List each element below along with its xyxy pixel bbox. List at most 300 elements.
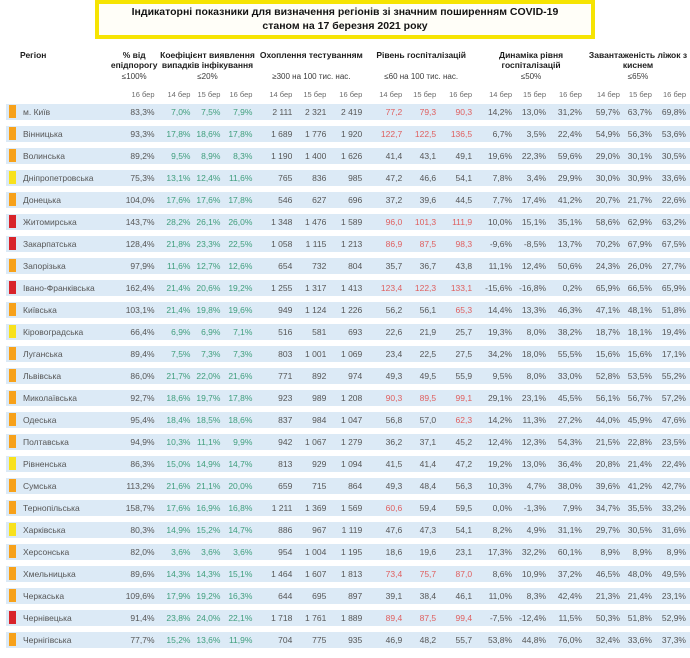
cell-dyn: 7,9% (550, 500, 586, 522)
region-name: Миколаївська (23, 393, 77, 404)
region-name: Житомирська (23, 217, 77, 228)
cell-beds: 59,7% (586, 104, 624, 126)
cell-detect: 28,2% (159, 214, 195, 236)
region-name: Полтавська (23, 437, 69, 448)
cell-beds: 18,1% (624, 324, 656, 346)
table-row (6, 148, 690, 170)
cell-region (6, 412, 110, 434)
cell-detect: 21,8% (159, 236, 195, 258)
cell-hosp: 18,6 (366, 544, 406, 566)
cell-test: 627 (296, 192, 330, 214)
cell-detect: 21,6% (159, 478, 195, 500)
risk-level-marker-yellow (9, 457, 16, 470)
cell-test: 696 (330, 192, 366, 214)
cell-beds: 21,3% (586, 588, 624, 610)
cell-dyn: 13,7% (550, 236, 586, 258)
threshold-detection: ≤20% (159, 71, 257, 82)
cell-detect: 6,9% (194, 324, 224, 346)
threshold-dynamics: ≤50% (476, 71, 586, 82)
table-row (6, 456, 690, 478)
cell-dyn: 8,2% (476, 522, 516, 544)
cell-region (6, 368, 110, 390)
cell-dyn: 11,1% (476, 258, 516, 280)
cell-dyn: 8,6% (476, 566, 516, 588)
cell-beds: 45,9% (624, 412, 656, 434)
cell-test: 1 211 (256, 500, 296, 522)
cell-detect: 15,2% (159, 632, 195, 654)
region-name: Одеська (23, 415, 57, 426)
cell-test: 892 (296, 368, 330, 390)
cell-detect: 12,6% (224, 258, 256, 280)
cell-dyn: 29,9% (550, 170, 586, 192)
cell-beds: 34,7% (586, 500, 624, 522)
cell-beds: 22,8% (624, 434, 656, 456)
cell-beds: 67,9% (624, 236, 656, 258)
cell-epid: 89,6% (110, 566, 159, 588)
cell-test: 1 119 (330, 522, 366, 544)
table-row (6, 192, 690, 214)
cell-dyn: 18,0% (516, 346, 550, 368)
cell-hosp: 122,7 (366, 126, 406, 148)
cell-hosp: 79,3 (406, 104, 440, 126)
cell-dyn: 19,3% (476, 324, 516, 346)
col-header-hospitalization-level: Рівень госпіталізацій (366, 48, 476, 70)
cell-hosp: 23,4 (366, 346, 406, 368)
cell-test: 836 (296, 170, 330, 192)
cell-detect: 26,0% (224, 214, 256, 236)
region-name: Закарпатська (23, 239, 77, 250)
table-row (6, 610, 690, 632)
cell-dyn: 14,2% (476, 412, 516, 434)
cell-dyn: -16,8% (516, 280, 550, 302)
cell-beds: 37,3% (656, 632, 690, 654)
date-cell: 15 бер (516, 81, 550, 104)
cell-hosp: 111,9 (440, 214, 476, 236)
report-title-line2: станом на 17 березня 2021 року (262, 19, 428, 32)
cell-test: 1 190 (256, 148, 296, 170)
cell-test: 1 279 (330, 434, 366, 456)
cell-region (6, 544, 110, 566)
cell-hosp: 39,1 (366, 588, 406, 610)
cell-test: 1 813 (330, 566, 366, 588)
cell-test: 732 (296, 258, 330, 280)
cell-detect: 20,0% (224, 478, 256, 500)
cell-epid: 103,1% (110, 302, 159, 324)
cell-test: 546 (256, 192, 296, 214)
risk-level-marker-yellow (9, 171, 16, 184)
cell-test: 984 (296, 412, 330, 434)
cell-epid: 113,2% (110, 478, 159, 500)
cell-hosp: 89,5 (406, 390, 440, 412)
cell-epid: 162,4% (110, 280, 159, 302)
cell-detect: 7,3% (224, 346, 256, 368)
cell-test: 1 094 (330, 456, 366, 478)
risk-level-marker-orange (9, 127, 16, 140)
risk-level-marker-red (9, 611, 16, 624)
date-cell: 16 бер (550, 81, 586, 104)
date-cell: 14 бер (476, 81, 516, 104)
cell-test: 1 476 (296, 214, 330, 236)
cell-epid: 97,9% (110, 258, 159, 280)
cell-hosp: 59,4 (406, 500, 440, 522)
cell-beds: 30,1% (624, 148, 656, 170)
cell-hosp: 37,2 (366, 192, 406, 214)
risk-level-marker-orange (9, 149, 16, 162)
cell-dyn: 11,3% (516, 412, 550, 434)
cell-test: 949 (256, 302, 296, 324)
region-name: Сумська (23, 481, 57, 492)
cell-dyn: -9,6% (476, 236, 516, 258)
report-title (95, 0, 595, 39)
cell-test: 1 226 (330, 302, 366, 324)
cell-test: 1 689 (256, 126, 296, 148)
region-name: Чернівецька (23, 613, 72, 624)
region-name: Харківська (23, 525, 66, 536)
cell-test: 989 (296, 390, 330, 412)
cell-epid: 94,9% (110, 434, 159, 456)
cell-dyn: -12,4% (516, 610, 550, 632)
cell-hosp: 27,5 (440, 346, 476, 368)
cell-beds: 54,9% (586, 126, 624, 148)
cell-beds: 56,1% (586, 390, 624, 412)
cell-beds: 46,5% (586, 566, 624, 588)
cell-detect: 14,3% (159, 566, 195, 588)
cell-region (6, 500, 110, 522)
cell-region (6, 258, 110, 280)
risk-level-marker-orange (9, 193, 16, 206)
cell-dyn: -7,5% (476, 610, 516, 632)
cell-hosp: 62,3 (440, 412, 476, 434)
cell-hosp: 23,1 (440, 544, 476, 566)
cell-beds: 24,3% (586, 258, 624, 280)
cell-hosp: 38,4 (406, 588, 440, 610)
col-header-detection-rate: Коефіцієнт виявлення випадків інфікування (160, 50, 255, 71)
cell-dyn: 3,4% (516, 170, 550, 192)
cell-hosp: 56,8 (366, 412, 406, 434)
cell-region (6, 192, 110, 214)
cell-beds: 67,5% (656, 236, 690, 258)
report-title-line1: Індикаторні показники для визначення регіонів зі значним поширенням COVID-19 (131, 6, 559, 18)
cell-test: 864 (330, 478, 366, 500)
cell-detect: 3,6% (224, 544, 256, 566)
cell-beds: 58,6% (586, 214, 624, 236)
region-name: Волинська (23, 151, 65, 162)
cell-test: 1 067 (296, 434, 330, 456)
cell-detect: 11,6% (224, 170, 256, 192)
cell-test: 1 413 (330, 280, 366, 302)
cell-region (6, 566, 110, 588)
cell-detect: 7,5% (194, 104, 224, 126)
cell-dyn: 12,4% (476, 434, 516, 456)
cell-region (6, 324, 110, 346)
cell-dyn: 31,2% (550, 104, 586, 126)
cell-detect: 19,2% (224, 280, 256, 302)
cell-beds: 63,2% (656, 214, 690, 236)
cell-detect: 18,6% (224, 412, 256, 434)
cell-detect: 9,9% (224, 434, 256, 456)
cell-detect: 8,9% (194, 148, 224, 170)
cell-hosp: 47,6 (366, 522, 406, 544)
cell-dyn: 14,2% (476, 104, 516, 126)
threshold-testing: ≥300 на 100 тис. нас. (256, 71, 366, 82)
cell-beds: 65,9% (586, 280, 624, 302)
cell-test: 1 400 (296, 148, 330, 170)
indicators-table (6, 48, 690, 654)
cell-region (6, 126, 110, 148)
cell-beds: 21,7% (624, 192, 656, 214)
cell-dyn: 19,2% (476, 456, 516, 478)
table-row (6, 280, 690, 302)
cell-hosp: 55,7 (440, 632, 476, 654)
cell-test: 516 (256, 324, 296, 346)
cell-hosp: 56,2 (366, 302, 406, 324)
cell-detect: 14,7% (224, 522, 256, 544)
cell-dyn: 14,4% (476, 302, 516, 324)
cell-hosp: 43,1 (406, 148, 440, 170)
cell-test: 1 208 (330, 390, 366, 412)
cell-detect: 3,6% (159, 544, 195, 566)
cell-beds: 33,6% (656, 170, 690, 192)
risk-level-marker-orange (9, 545, 16, 558)
cell-test: 1 718 (256, 610, 296, 632)
cell-region (6, 588, 110, 610)
date-cell: 15 бер (194, 81, 224, 104)
cell-beds: 39,6% (586, 478, 624, 500)
table-body (6, 104, 690, 654)
cell-beds: 52,9% (656, 610, 690, 632)
cell-dyn: 4,9% (516, 522, 550, 544)
cell-dyn: 44,8% (516, 632, 550, 654)
cell-test: 1 058 (256, 236, 296, 258)
cell-hosp: 22,6 (366, 324, 406, 346)
cell-hosp: 59,5 (440, 500, 476, 522)
table-row (6, 544, 690, 566)
cell-hosp: 123,4 (366, 280, 406, 302)
cell-test: 2 419 (330, 104, 366, 126)
date-cell: 14 бер (159, 81, 195, 104)
cell-beds: 29,0% (586, 148, 624, 170)
cell-hosp: 90,3 (366, 390, 406, 412)
cell-detect: 23,8% (159, 610, 195, 632)
cell-detect: 19,8% (194, 302, 224, 324)
cell-detect: 22,5% (224, 236, 256, 258)
cell-detect: 20,6% (194, 280, 224, 302)
cell-hosp: 98,3 (440, 236, 476, 258)
cell-test: 1 607 (296, 566, 330, 588)
cell-beds: 53,5% (624, 368, 656, 390)
cell-dyn: 23,1% (516, 390, 550, 412)
cell-detect: 17,9% (159, 588, 195, 610)
cell-region (6, 610, 110, 632)
cell-detect: 18,5% (194, 412, 224, 434)
region-name: Чернігівська (23, 635, 72, 646)
risk-level-marker-orange (9, 479, 16, 492)
cell-beds: 8,9% (624, 544, 656, 566)
cell-dyn: 17,3% (476, 544, 516, 566)
cell-hosp: 36,2 (366, 434, 406, 456)
cell-beds: 50,3% (586, 610, 624, 632)
cell-detect: 14,3% (194, 566, 224, 588)
cell-beds: 53,6% (656, 126, 690, 148)
cell-epid: 82,0% (110, 544, 159, 566)
cell-beds: 56,7% (624, 390, 656, 412)
cell-test: 803 (256, 346, 296, 368)
date-cell: 15 бер (624, 81, 656, 104)
cell-dyn: 6,7% (476, 126, 516, 148)
cell-dyn: 38,2% (550, 324, 586, 346)
cell-dyn: 60,1% (550, 544, 586, 566)
cell-dyn: 42,4% (550, 588, 586, 610)
cell-hosp: 19,6 (406, 544, 440, 566)
cell-detect: 21,6% (224, 368, 256, 390)
cell-dyn: 8,3% (516, 588, 550, 610)
cell-beds: 48,1% (624, 302, 656, 324)
cell-beds: 66,5% (624, 280, 656, 302)
col-header-epid-threshold-pct: % від епідпорогу (110, 50, 158, 71)
cell-dyn: 8,0% (516, 368, 550, 390)
cell-dyn: -1,3% (516, 500, 550, 522)
cell-dyn: -8,5% (516, 236, 550, 258)
cell-detect: 17,8% (159, 126, 195, 148)
cell-detect: 17,6% (194, 192, 224, 214)
table-row (6, 500, 690, 522)
cell-dyn: 41,2% (550, 192, 586, 214)
cell-dyn: 54,3% (550, 434, 586, 456)
table-row (6, 434, 690, 456)
cell-detect: 18,4% (159, 412, 195, 434)
risk-level-marker-orange (9, 369, 16, 382)
cell-beds: 8,9% (586, 544, 624, 566)
cell-detect: 11,1% (194, 434, 224, 456)
cell-test: 1 761 (296, 610, 330, 632)
cell-test: 654 (256, 258, 296, 280)
cell-beds: 41,2% (624, 478, 656, 500)
cell-dyn: 10,0% (476, 214, 516, 236)
cell-dyn: 7,8% (476, 170, 516, 192)
cell-test: 1 047 (330, 412, 366, 434)
region-name: м. Київ (23, 107, 51, 118)
date-cell: 16 бер (656, 81, 690, 104)
cell-test: 954 (256, 544, 296, 566)
cell-hosp: 47,2 (440, 456, 476, 478)
cell-detect: 16,9% (194, 500, 224, 522)
cell-beds: 15,6% (624, 346, 656, 368)
cell-detect: 22,1% (224, 610, 256, 632)
cell-hosp: 57,0 (406, 412, 440, 434)
cell-dyn: 46,3% (550, 302, 586, 324)
cell-beds: 51,8% (656, 302, 690, 324)
cell-detect: 22,0% (194, 368, 224, 390)
cell-dyn: 8,0% (516, 324, 550, 346)
region-name: Рівненська (23, 459, 67, 470)
cell-region (6, 478, 110, 500)
cell-hosp: 49,3 (366, 478, 406, 500)
cell-region (6, 632, 110, 654)
cell-detect: 14,9% (159, 522, 195, 544)
region-name: Дніпропетровська (23, 173, 94, 184)
cell-test: 1 115 (296, 236, 330, 258)
cell-dyn: 45,5% (550, 390, 586, 412)
cell-beds: 47,6% (656, 412, 690, 434)
cell-test: 1 213 (330, 236, 366, 258)
risk-level-marker-orange (9, 567, 16, 580)
cell-dyn: 31,1% (550, 522, 586, 544)
cell-test: 1 195 (330, 544, 366, 566)
cell-beds: 20,7% (586, 192, 624, 214)
cell-dyn: 36,4% (550, 456, 586, 478)
table-row (6, 302, 690, 324)
risk-level-marker-orange (9, 105, 16, 118)
cell-beds: 44,0% (586, 412, 624, 434)
cell-beds: 8,9% (656, 544, 690, 566)
cell-beds: 33,2% (656, 500, 690, 522)
cell-test: 929 (296, 456, 330, 478)
header-row-groups (6, 48, 690, 70)
cell-test: 1 920 (330, 126, 366, 148)
cell-test: 804 (330, 258, 366, 280)
cell-dyn: 0,2% (550, 280, 586, 302)
cell-beds: 48,0% (624, 566, 656, 588)
cell-test: 897 (330, 588, 366, 610)
cell-beds: 69,8% (656, 104, 690, 126)
cell-detect: 18,6% (194, 126, 224, 148)
cell-beds: 18,7% (586, 324, 624, 346)
cell-hosp: 136,5 (440, 126, 476, 148)
cell-dyn: 12,3% (516, 434, 550, 456)
cell-dyn: 32,2% (516, 544, 550, 566)
cell-beds: 21,4% (624, 588, 656, 610)
cell-beds: 27,7% (656, 258, 690, 280)
cell-test: 923 (256, 390, 296, 412)
cell-test: 1 626 (330, 148, 366, 170)
cell-test: 693 (330, 324, 366, 346)
cell-beds: 26,0% (624, 258, 656, 280)
table-row (6, 588, 690, 610)
cell-region (6, 390, 110, 412)
cell-hosp: 47,2 (366, 170, 406, 192)
col-header-hospitalization-dynamics: Динаміка рівня госпіталізацій (476, 48, 586, 70)
cell-hosp: 43,8 (440, 258, 476, 280)
cell-epid: 66,4% (110, 324, 159, 346)
cell-dyn: 29,1% (476, 390, 516, 412)
threshold-epid: ≤100% (110, 71, 159, 82)
cell-hosp: 47,3 (406, 522, 440, 544)
cell-hosp: 54,1 (440, 522, 476, 544)
cell-region (6, 148, 110, 170)
cell-beds: 15,6% (586, 346, 624, 368)
date-cell: 16 бер (110, 81, 159, 104)
region-name: Хмельницька (23, 569, 76, 580)
cell-detect: 11,6% (159, 258, 195, 280)
cell-epid: 89,2% (110, 148, 159, 170)
cell-test: 1 004 (296, 544, 330, 566)
cell-test: 1 069 (330, 346, 366, 368)
cell-hosp: 54,1 (440, 170, 476, 192)
cell-epid: 83,3% (110, 104, 159, 126)
cell-detect: 19,2% (194, 588, 224, 610)
cell-dyn: 10,9% (516, 566, 550, 588)
cell-test: 765 (256, 170, 296, 192)
cell-beds: 30,5% (656, 148, 690, 170)
cell-dyn: 22,3% (516, 148, 550, 170)
cell-detect: 13,6% (194, 632, 224, 654)
cell-detect: 21,4% (159, 302, 195, 324)
table-row (6, 478, 690, 500)
cell-hosp: 41,4 (406, 456, 440, 478)
header-row-dates (6, 81, 690, 104)
cell-test: 1 776 (296, 126, 330, 148)
cell-detect: 21,1% (194, 478, 224, 500)
